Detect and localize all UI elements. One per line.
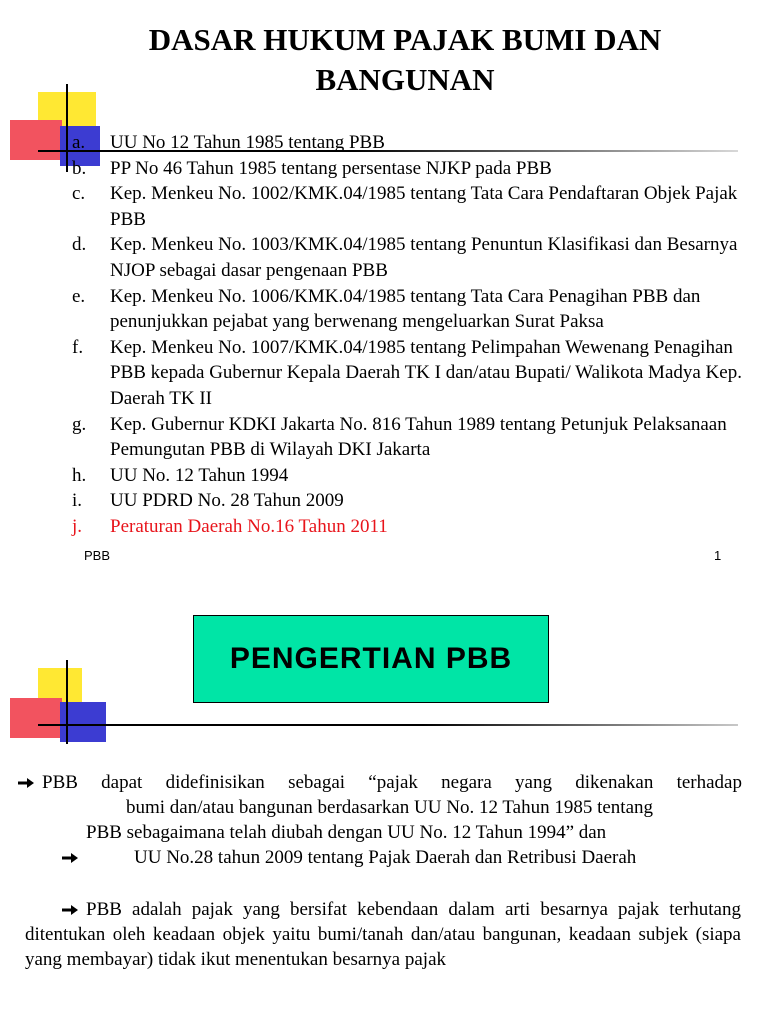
legal-basis-list xyxy=(72,130,752,540)
right-arrow-icon xyxy=(62,898,78,910)
footer-label: PBB xyxy=(84,548,111,563)
list-item-highlighted: j. Peraturan Daerah No.16 Tahun 2011 xyxy=(72,515,388,537)
list-item: b. PP No 46 Tahun 1985 tentang persentase NJKP pada PBB xyxy=(72,157,552,179)
right-arrow-icon xyxy=(18,771,34,783)
slide-title: DASAR HUKUM PAJAK BUMI DAN BANGUNAN xyxy=(148,22,662,97)
paragraph-2: UU No.28 tahun 2009 tentang Pajak Daerah dan Retribusi Daerah xyxy=(62,845,742,870)
page-number: 1 xyxy=(714,548,722,563)
list-item: i. UU PDRD No. 28 Tahun 2009 xyxy=(72,490,344,512)
list-item: d. Kep. Menkeu No. 1003/KMK.04/1985 tentang Penuntun Klasifikasi dan Besarnya NJOP sebagai dasar pengenaan PBB xyxy=(72,234,738,281)
list-item: e. Kep. Menkeu No. 1006/KMK.04/1985 tentang Tata Cara Penagihan PBB dan penunjukkan pejabat yang berwenang mengeluarkan Surat Paksa xyxy=(72,285,701,333)
slide-title-box xyxy=(193,615,549,703)
right-arrow-icon xyxy=(62,846,78,858)
slide-title: PENGERTIAN PBB xyxy=(229,642,513,675)
list-item: a. UU No 12 Tahun 1985 tentang PBB xyxy=(72,132,385,153)
list-item: c. Kep. Menkeu No. 1002/KMK.04/1985 tentang Tata Cara Pendaftaran Objek Pajak PBB xyxy=(72,183,738,230)
paragraph-1: PBB dapat didefinisikan sebagai “pajak negara yang dikenakan terhadap bumi dan/atau bangunan berdasarkan UU No. 12 Tahun 1985 tentang PBB sebagaimana telah diubah dengan UU No. 12 Tahun 1994” dan xyxy=(62,770,742,845)
paragraph-3: PBB adalah pajak yang bersifat kebendaan dalam arti besarnya pajak terhutang ditentukan oleh keadaan objek yaitu bumi/tanah dan/atau bangunan, keadaan subjek (siapa yang membayar) tidak ikut menentukan besarnya pajak xyxy=(25,899,741,970)
list-item: g. Kep. Gubernur KDKI Jakarta No. 816 Tahun 1989 tentang Petunjuk Pelaksanaan Pemungutan PBB di Wilayah DKI Jakarta xyxy=(72,413,727,461)
list-item: f. Kep. Menkeu No. 1007/KMK.04/1985 tentang Pelimpahan Wewenang Penagihan PBB kepada Gubernur Kepala Daerah TK I dan/atau Bupati/ Walikota Madya Kep. Daerah TK II xyxy=(72,336,742,409)
list-item: h. UU No. 12 Tahun 1994 xyxy=(72,464,289,486)
slide-2 xyxy=(0,586,768,1024)
